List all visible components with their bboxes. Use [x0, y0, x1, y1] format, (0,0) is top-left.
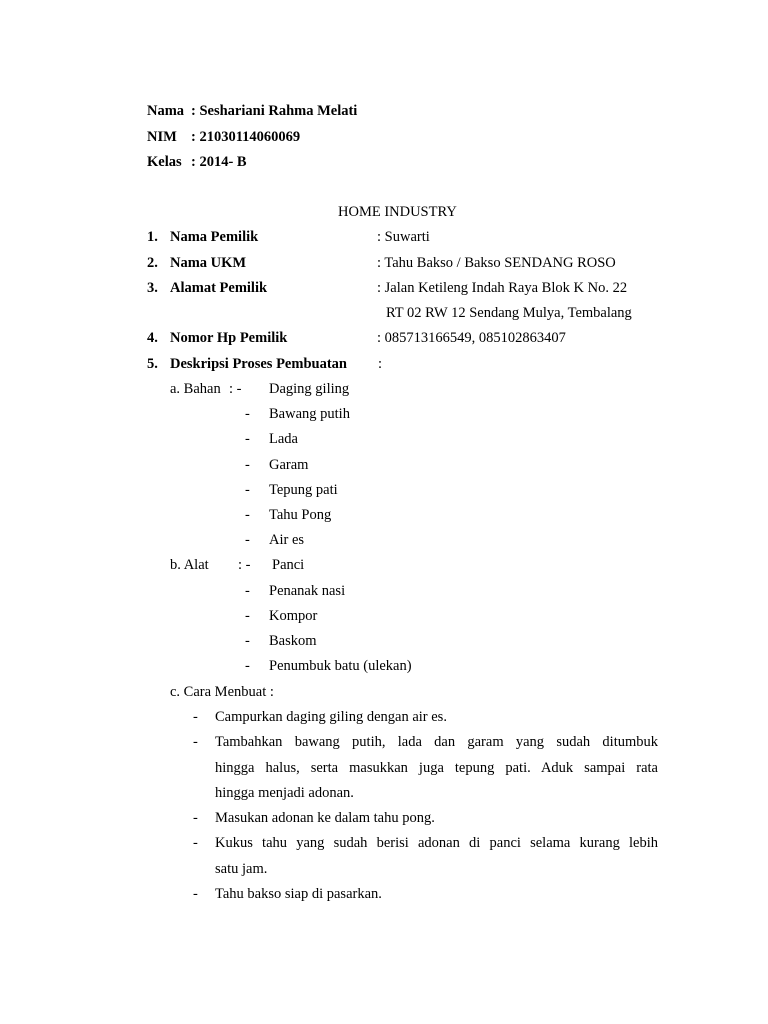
item-label-nama-pemilik: Nama Pemilik — [170, 229, 259, 245]
list-item: Tahu Pong — [269, 507, 332, 523]
list-dash: - — [245, 431, 250, 447]
list-dash: - — [245, 457, 250, 473]
nama-label: Nama — [147, 103, 185, 119]
step-line: hingga menjadi adonan. — [215, 785, 354, 801]
list-dash: - — [193, 734, 198, 750]
item-value-nama-pemilik: : Suwarti — [377, 229, 430, 245]
list-dash: - — [245, 406, 250, 422]
item-number: 1. — [147, 229, 158, 245]
item-number: 4. — [147, 330, 158, 346]
cara-label: c. Cara Menbuat : — [170, 684, 274, 700]
nim-label: NIM — [147, 129, 177, 145]
step-line: Tahu bakso siap di pasarkan. — [215, 886, 382, 902]
list-item: Penanak nasi — [269, 583, 346, 599]
item-label-deskripsi: Deskripsi Proses Pembuatan — [170, 356, 347, 372]
list-dash: - — [193, 886, 198, 902]
alat-label: b. Alat — [170, 557, 209, 573]
kelas-value: : 2014- B — [191, 154, 247, 170]
item-value-alamat-line2: RT 02 RW 12 Sendang Mulya, Tembalang — [386, 305, 632, 321]
list-item: Lada — [269, 431, 298, 447]
list-dash: - — [245, 583, 250, 599]
bahan-label: a. Bahan — [170, 381, 221, 397]
bahan-colon: : - — [229, 381, 242, 397]
item-label-nama-ukm: Nama UKM — [170, 255, 247, 271]
list-item: Daging giling — [269, 381, 350, 397]
list-dash: - — [193, 810, 198, 826]
step-line: Masukan adonan ke dalam tahu pong. — [215, 810, 435, 826]
item-label-nomor-hp: Nomor Hp Pemilik — [170, 330, 288, 346]
step-line: Tambahkan bawang putih, lada dan garam yang sudah ditumbuk — [215, 734, 658, 750]
list-item: Tepung pati — [269, 482, 338, 498]
item-value-deskripsi: : — [378, 356, 383, 372]
kelas-label: Kelas — [147, 154, 182, 170]
list-item: Garam — [269, 457, 309, 473]
item-number: 3. — [147, 280, 158, 296]
list-dash: - — [245, 658, 250, 674]
list-item: Kompor — [269, 608, 318, 624]
alat-colon: : - — [238, 557, 251, 573]
item-value-alamat: : Jalan Ketileng Indah Raya Blok K No. 22 — [377, 280, 628, 296]
item-value-nomor-hp: : 085713166549, 085102863407 — [377, 330, 566, 346]
list-dash: - — [245, 482, 250, 498]
step-line: hingga halus, serta masukkan juga tepung pati. Aduk sampai rata — [215, 760, 658, 776]
list-item: Panci — [272, 557, 305, 573]
list-item: Penumbuk batu (ulekan) — [269, 658, 412, 674]
list-dash: - — [245, 633, 250, 649]
item-value-nama-ukm: : Tahu Bakso / Bakso SENDANG ROSO — [377, 255, 616, 271]
item-number: 5. — [147, 356, 158, 372]
list-item: Air es — [269, 532, 305, 548]
page-title: HOME INDUSTRY — [338, 204, 457, 220]
list-item: Baskom — [269, 633, 317, 649]
list-dash: - — [245, 608, 250, 624]
step-line: Campurkan daging giling dengan air es. — [215, 709, 447, 725]
nama-value: : Seshariani Rahma Melati — [191, 103, 358, 119]
list-item: Bawang putih — [269, 406, 350, 422]
list-dash: - — [245, 507, 250, 523]
nim-value: : 21030114060069 — [191, 129, 301, 145]
step-line: Kukus tahu yang sudah berisi adonan di panci selama kurang lebih — [215, 835, 658, 851]
step-line: satu jam. — [215, 861, 268, 877]
item-label-alamat: Alamat Pemilik — [170, 280, 268, 296]
list-dash: - — [245, 532, 250, 548]
list-dash: - — [193, 835, 198, 851]
item-number: 2. — [147, 255, 158, 271]
list-dash: - — [193, 709, 198, 725]
